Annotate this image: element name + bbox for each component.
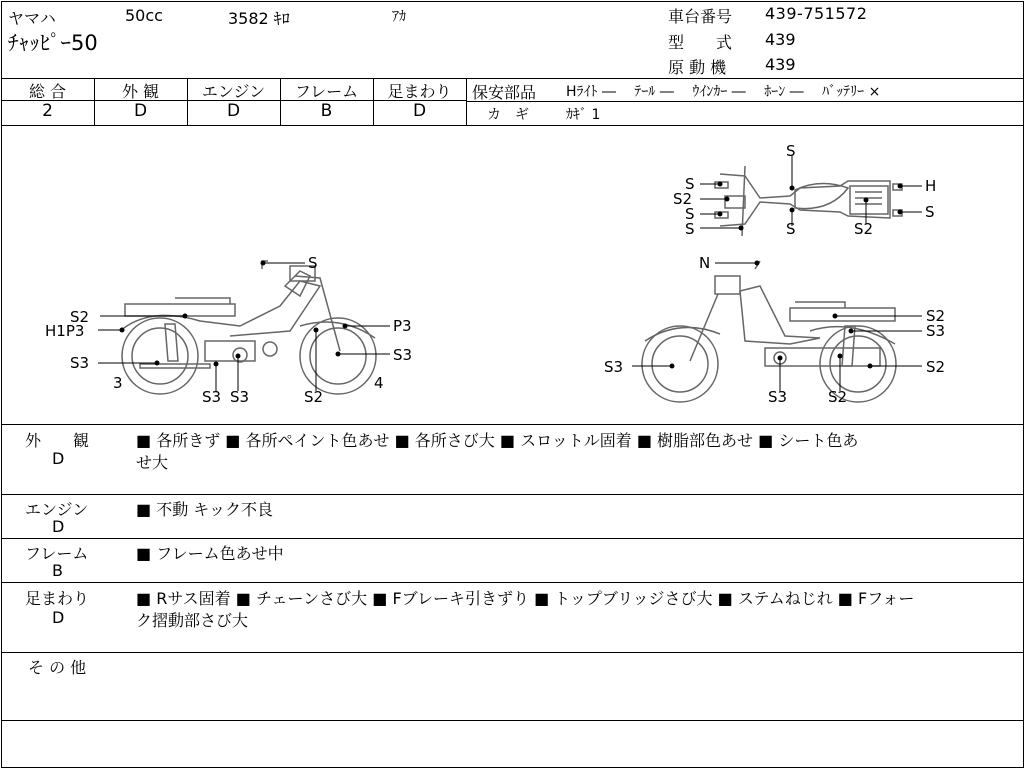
scooter-diagram: [0, 126, 1024, 424]
label-top-s-top: S: [786, 142, 796, 160]
label-top-s2: S2: [673, 190, 693, 208]
rating-value-frame: B: [320, 101, 333, 121]
label-right-s2-bottom: S2: [828, 388, 848, 406]
label-left-p3: P3: [393, 317, 412, 335]
mileage: 3582 ｷﾛ: [228, 9, 290, 28]
frame-no-label: 車台番号: [668, 7, 733, 26]
label-left-s3-b: S3: [230, 388, 250, 406]
rating-header-engine: エンジン: [201, 82, 266, 101]
rating-header-frame: フレーム: [294, 82, 359, 101]
remark-engine-label: エンジン: [25, 500, 89, 519]
model-name: ﾁｬｯﾋﾟｰ50: [8, 31, 98, 55]
rating-header-suspension: 足まわり: [387, 82, 452, 101]
rating-value-suspension: D: [412, 101, 427, 121]
rating-value-exterior: D: [133, 101, 148, 121]
label-left-s3-a: S3: [202, 388, 222, 406]
left-side-view: [120, 261, 376, 394]
remark-frame-label: フレーム: [25, 544, 89, 563]
safety-label: 保安部品: [472, 83, 537, 102]
label-top-s-mid: S: [786, 220, 796, 238]
remark-exterior-text: ■ 各所きず ■ 各所ペイント色あせ ■ 各所さび大 ■ スロットル固着 ■ 樹脂部色あせ ■ シート色あ: [136, 431, 859, 450]
top-view: [715, 166, 902, 236]
remark-other-label: そ の 他: [28, 658, 87, 677]
remark-suspension-label: 足まわり: [25, 589, 90, 608]
remark-frame-text: ■ フレーム色あせ中: [136, 544, 284, 563]
label-right-s3-bottom: S3: [768, 388, 788, 406]
rating-header-exterior: 外 観: [121, 82, 160, 101]
label-top-s1: S: [685, 175, 695, 193]
rating-value-engine: D: [226, 101, 241, 121]
type-value: 439: [765, 30, 796, 49]
label-top-s3: S: [685, 205, 695, 223]
label-right-s2-a: S2: [926, 307, 946, 325]
rating-header-overall: 総 合: [28, 82, 67, 101]
remark-engine-text: ■ 不動 キック不良: [136, 500, 273, 519]
label-right-s3-left: S3: [604, 358, 624, 376]
label-top-s-right: S: [925, 203, 935, 221]
label-left-s2-bottom: S2: [304, 388, 324, 406]
remark-engine-grade: D: [52, 517, 65, 536]
key-label: カ ギ: [487, 107, 529, 123]
remark-suspension-grade: D: [52, 608, 65, 627]
type-label: 型 式: [668, 33, 733, 52]
remark-exterior-text-2: せ大: [136, 453, 169, 472]
remark-suspension-text-2: ク摺動部さび大: [136, 611, 249, 630]
maker: ヤマハ: [8, 9, 56, 28]
label-top-s2-bottom: S2: [854, 220, 874, 238]
remark-frame-grade: B: [52, 561, 63, 580]
remark-exterior-label: 外 観: [25, 431, 90, 450]
label-left-4: 4: [374, 374, 384, 392]
label-right-s3-a: S3: [926, 322, 946, 340]
label-left-s3-right: S3: [393, 346, 413, 364]
label-left-s2: S2: [70, 308, 90, 326]
label-left-3: 3: [113, 374, 123, 392]
rating-value-overall: 2: [42, 101, 53, 121]
engine-label: 原 動 機: [668, 58, 727, 77]
safety-items: Hﾗｲﾄ ― ﾃｰﾙ ― ｳｲﾝｶｰ ― ﾎｰﾝ ― ﾊﾞｯﾃﾘｰ ×: [566, 84, 881, 100]
engine-value: 439: [765, 55, 796, 74]
displacement: 50cc: [125, 6, 163, 25]
remark-suspension-text: ■ Rサス固着 ■ チェーンさび大 ■ Fブレーキ引きずり ■ トップブリッジさび大 ■ ステムねじれ ■ Fフォー: [136, 589, 915, 608]
label-right-s2-b: S2: [926, 358, 946, 376]
frame-no: 439-751572: [765, 4, 868, 23]
label-top-s4: S: [685, 220, 695, 238]
remark-exterior-grade: D: [52, 449, 65, 468]
label-top-h: H: [925, 177, 937, 195]
color: ｱｶ: [392, 9, 406, 25]
key-value: ｶｷﾞ 1: [566, 107, 601, 123]
label-left-s3: S3: [70, 354, 90, 372]
label-right-n: N: [699, 254, 711, 272]
label-left-s-top: S: [308, 254, 318, 272]
label-left-h1p3: H1P3: [45, 322, 85, 340]
